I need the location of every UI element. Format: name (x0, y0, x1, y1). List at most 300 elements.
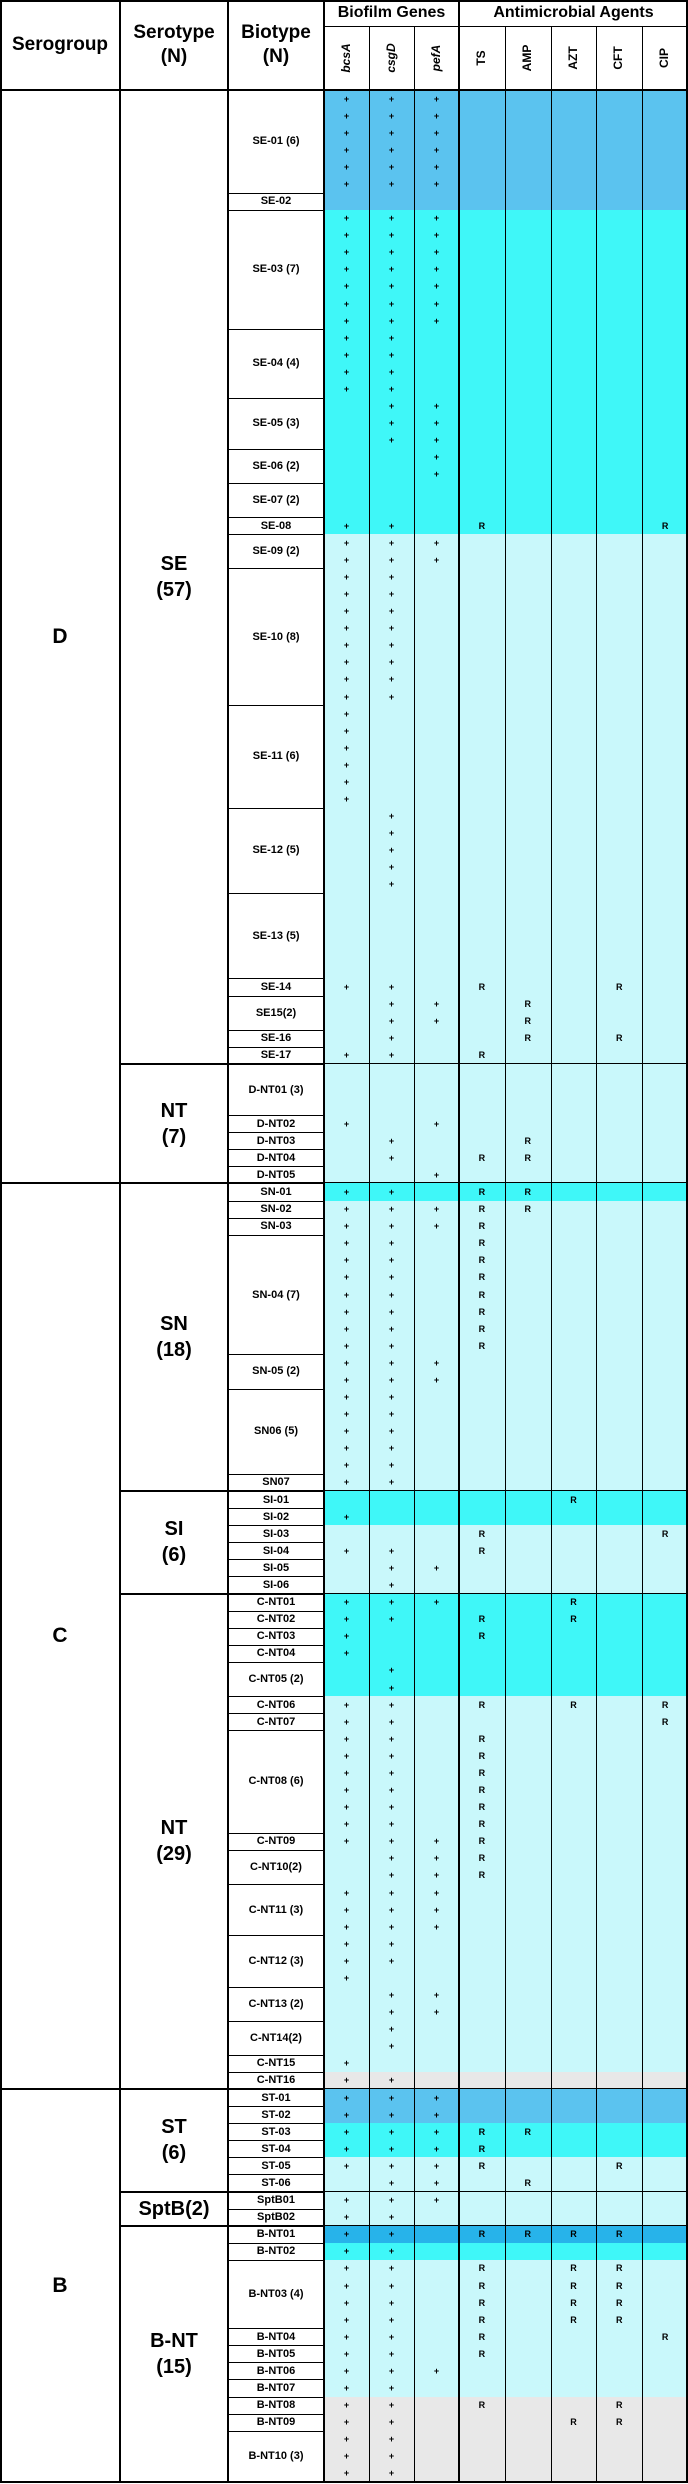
gene-present-mark: + (388, 1614, 395, 1625)
gene-present-mark: + (388, 2075, 395, 2086)
gene-present-mark: + (388, 2229, 395, 2240)
biotype-label: SI-06 (262, 1578, 290, 1591)
biotype-label: SI-03 (262, 1527, 290, 1540)
gene-present-mark: + (388, 2280, 395, 2291)
gene-present-mark: + (388, 1409, 395, 1420)
biotype-label: D-NT01 (3) (248, 1083, 304, 1096)
agent-header-0: TS (473, 50, 488, 66)
serotype-label: SE (57) (156, 552, 192, 601)
col-line (505, 26, 506, 2482)
biotype-label: B-NT01 (256, 2228, 296, 2241)
gene-present-mark: + (343, 1306, 350, 1317)
gene-present-mark: + (388, 1545, 395, 1556)
biotype-row-fill (324, 449, 688, 466)
gene-present-mark: + (343, 2212, 350, 2223)
gene-present-mark: + (343, 1050, 350, 1061)
gene-present-mark: + (433, 230, 440, 241)
biotype-label: ST-02 (261, 2108, 291, 2121)
gene-present-mark: + (343, 1972, 350, 1983)
gene-present-mark: + (343, 1511, 350, 1522)
gene-present-mark: + (433, 1562, 440, 1573)
gene-present-mark: + (343, 2075, 350, 2086)
gene-present-mark: + (343, 1238, 350, 1249)
gene-present-mark: + (343, 1392, 350, 1403)
gene-present-mark: + (433, 1990, 440, 2001)
gene-present-mark: + (433, 110, 440, 121)
biotype-label: SI-02 (262, 1510, 290, 1523)
gene-present-mark: + (343, 1597, 350, 1608)
gene-present-mark: + (388, 1836, 395, 1847)
resistance-mark: R (616, 2160, 623, 2171)
gene-present-mark: + (388, 1443, 395, 1454)
biotype-label: ST-06 (261, 2176, 291, 2189)
resistance-mark: R (570, 1699, 577, 1710)
gene-present-mark: + (433, 418, 440, 429)
serotype-label: NT (7) (160, 1099, 188, 1148)
gene-present-mark: + (388, 127, 395, 138)
resistance-mark: R (478, 1238, 486, 1249)
gene-present-mark: + (388, 264, 395, 275)
gene-present-mark: + (343, 383, 350, 394)
biotype-label: ST-04 (261, 2142, 291, 2155)
biotype-label: B-NT02 (256, 2245, 296, 2258)
biotype-label: ST-03 (261, 2125, 291, 2138)
biotype-label: SE15(2) (255, 1006, 297, 1019)
resistance-mark: R (478, 1819, 486, 1830)
gene-present-mark: + (433, 2160, 440, 2171)
biotype-row-fill (324, 1508, 688, 1525)
biotype-row-fill (324, 1645, 688, 1662)
biotype-label: B-NT07 (256, 2382, 296, 2395)
gene-present-mark: + (433, 2126, 440, 2137)
biotype-label: SptB02 (257, 2211, 295, 2224)
gene-present-mark: + (388, 1306, 395, 1317)
header-bottom-line (0, 89, 688, 91)
biotype-label: SE-13 (5) (252, 929, 300, 942)
resistance-mark: R (478, 1699, 486, 1710)
gene-present-mark: + (343, 1204, 350, 1215)
biotype-label: ST-01 (261, 2091, 291, 2104)
resistance-mark: R (478, 2263, 486, 2274)
biotype-row-fill (324, 500, 688, 517)
gene-present-mark: + (343, 759, 350, 770)
gene-present-mark: + (388, 520, 395, 531)
subheader-line (324, 26, 688, 27)
gene-present-mark: + (388, 1221, 395, 1232)
gene-present-mark: + (343, 981, 350, 992)
biotype-col-border (323, 0, 325, 2482)
gene-present-mark: + (388, 93, 395, 104)
gene-present-mark: + (433, 2143, 440, 2154)
gene-present-mark: + (343, 2143, 350, 2154)
resistance-mark: R (661, 2331, 669, 2342)
gene-present-mark: + (343, 2434, 350, 2445)
resistance-mark: R (478, 981, 486, 992)
gene-present-mark: + (388, 1870, 395, 1881)
gene-present-mark: + (343, 1460, 350, 1471)
biotype-label: SE-16 (260, 1032, 292, 1045)
gene-present-mark: + (388, 1255, 395, 1266)
biotype-label: SN-02 (260, 1203, 292, 1216)
gene-present-mark: + (433, 1887, 440, 1898)
agent-header-3: CFT (611, 46, 626, 70)
gene-present-mark: + (388, 1665, 395, 1676)
biotype-row-fill (324, 1969, 688, 1986)
gene-present-mark: + (433, 435, 440, 446)
gene-present-mark: + (388, 1460, 395, 1471)
gene-present-mark: + (343, 93, 350, 104)
gene-present-mark: + (343, 315, 350, 326)
gene-present-mark: + (343, 230, 350, 241)
gene-present-mark: + (388, 2195, 395, 2206)
gene-present-mark: + (388, 1340, 395, 1351)
serotype-label: SptB(2) (138, 2197, 210, 2220)
gene-present-mark: + (388, 2126, 395, 2137)
gene-present-mark: + (433, 1204, 440, 1215)
gene-present-mark: + (388, 999, 395, 1010)
resistance-mark: R (616, 2297, 623, 2308)
gene-present-mark: + (343, 708, 350, 719)
biotype-label: SE-14 (260, 980, 292, 993)
biotype-header: Biotype (N) (241, 22, 311, 67)
biotype-label: B-NT04 (256, 2330, 296, 2343)
gene-present-mark: + (343, 1614, 350, 1625)
resistance-mark: R (478, 1545, 486, 1556)
biotype-label: SE-09 (2) (252, 545, 300, 558)
serotype-label: ST (6) (161, 2116, 187, 2165)
resistance-mark: R (478, 2229, 486, 2240)
gene-present-mark: + (343, 537, 350, 548)
biotype-row-fill (324, 893, 688, 910)
gene-present-mark: + (343, 674, 350, 685)
resistance-mark: R (478, 1289, 486, 1300)
biotype-row-fill (324, 1081, 688, 1098)
gene-present-mark: + (343, 725, 350, 736)
gene-present-mark: + (433, 93, 440, 104)
gene-present-mark: + (388, 383, 395, 394)
resistance-mark: R (478, 1050, 486, 1061)
biotype-label: C-NT04 (256, 1647, 296, 1660)
col-line (369, 26, 370, 2482)
resistance-mark: R (524, 999, 531, 1010)
gene-present-mark: + (388, 2400, 395, 2411)
gene-present-mark: + (343, 2092, 350, 2103)
resistance-mark: R (524, 1187, 531, 1198)
agent-header-2: AZT (565, 46, 580, 70)
gene-present-mark: + (343, 213, 350, 224)
gene-present-mark: + (388, 2109, 395, 2120)
serotype-col-border (227, 0, 229, 2482)
biotype-label: SE-04 (4) (252, 357, 300, 370)
gene-present-mark: + (433, 2092, 440, 2103)
biotype-label: C-NT08 (6) (248, 1775, 304, 1788)
biotype-label: D-NT04 (256, 1151, 296, 1164)
biotype-row-fill (324, 1628, 688, 1645)
resistance-mark: R (524, 2177, 531, 2188)
resistance-mark: R (570, 2314, 577, 2325)
gene-present-mark: + (343, 298, 350, 309)
gene-present-mark: + (343, 1750, 350, 1761)
resistance-mark: R (478, 2160, 486, 2171)
biotype-row-fill (324, 910, 688, 927)
gene-present-mark: + (388, 1152, 395, 1163)
biotype-row-fill (324, 193, 688, 210)
gene-present-mark: + (343, 2400, 350, 2411)
gene-present-mark: + (388, 1938, 395, 1949)
biotype-label: SE-06 (2) (252, 459, 300, 472)
biotype-row-fill (324, 773, 688, 790)
biotype-label: C-NT02 (256, 1613, 296, 1626)
gene-present-mark: + (388, 1887, 395, 1898)
resistance-mark: R (570, 2263, 577, 2274)
gene-present-mark: + (343, 2383, 350, 2394)
gene-present-mark: + (388, 366, 395, 377)
gene-present-mark: + (388, 1374, 395, 1385)
gene-present-mark: + (388, 1477, 395, 1488)
gene-present-mark: + (388, 2007, 395, 2018)
resistance-mark: R (616, 981, 623, 992)
gene-present-mark: + (343, 1289, 350, 1300)
biotype-row-fill (324, 961, 688, 978)
gene-present-mark: + (388, 1750, 395, 1761)
gene-present-mark: + (343, 2126, 350, 2137)
gene-present-mark: + (388, 811, 395, 822)
resistance-mark: R (616, 2263, 623, 2274)
gene-present-mark: + (388, 1682, 395, 1693)
gene-present-mark: + (388, 1050, 395, 1061)
gene-present-mark: + (433, 281, 440, 292)
resistance-mark: R (478, 2331, 486, 2342)
gene-present-mark: + (388, 2024, 395, 2035)
gene-present-mark: + (388, 2263, 395, 2274)
resistance-mark: R (570, 2229, 577, 2240)
gene-present-mark: + (433, 1597, 440, 1608)
gene-present-mark: + (388, 2468, 395, 2479)
gene-present-mark: + (343, 2058, 350, 2069)
gene-present-mark: + (388, 845, 395, 856)
gene-present-mark: + (433, 1921, 440, 1932)
gene-present-mark: + (433, 1870, 440, 1881)
gene-present-mark: + (388, 418, 395, 429)
gene-present-mark: + (343, 332, 350, 343)
gene-present-mark: + (388, 1272, 395, 1283)
resistance-mark: R (616, 2280, 623, 2291)
gene-present-mark: + (388, 435, 395, 446)
resistance-mark: R (478, 2143, 486, 2154)
col-line (414, 26, 415, 2482)
resistance-mark: R (478, 1853, 486, 1864)
biotype-label: SN-01 (260, 1186, 292, 1199)
gene-present-mark: + (343, 1443, 350, 1454)
biotype-label: SN07 (262, 1476, 290, 1489)
gene-present-mark: + (343, 1187, 350, 1198)
gene-present-mark: + (433, 178, 440, 189)
resistance-mark: R (478, 1614, 486, 1625)
biotype-label: C-NT05 (2) (248, 1672, 304, 1685)
biotype-label: C-NT16 (256, 2074, 296, 2087)
gene-present-mark: + (343, 2451, 350, 2462)
resistance-mark: R (524, 1152, 531, 1163)
gene-present-mark: + (388, 2417, 395, 2428)
gene-present-mark: + (388, 1238, 395, 1249)
biotype-label: C-NT07 (256, 1715, 296, 1728)
gene-present-mark: + (343, 161, 350, 172)
gene-present-mark: + (388, 178, 395, 189)
gene-present-mark: + (388, 571, 395, 582)
gene-present-mark: + (343, 1323, 350, 1334)
serotype-label: SI (6) (161, 1518, 187, 1567)
gene-present-mark: + (433, 537, 440, 548)
biotype-label: SN06 (5) (253, 1425, 299, 1438)
gene-present-mark: + (388, 828, 395, 839)
gene-present-mark: + (433, 1118, 440, 1129)
gene-present-mark: + (343, 2331, 350, 2342)
gene-present-mark: + (343, 110, 350, 121)
gene-present-mark: + (343, 264, 350, 275)
gene-present-mark: + (388, 1392, 395, 1403)
gene-present-mark: + (343, 178, 350, 189)
gene-present-mark: + (343, 2280, 350, 2291)
gene-present-mark: + (343, 2348, 350, 2359)
biotype-label: D-NT02 (256, 1117, 296, 1130)
biotype-row-fill (324, 791, 688, 808)
gene-header-2: pefA (428, 44, 443, 72)
gene-present-mark: + (433, 2177, 440, 2188)
gene-present-mark: + (388, 606, 395, 617)
serogroup-col-border (119, 0, 121, 2482)
gene-present-mark: + (343, 1699, 350, 1710)
resistance-mark: R (570, 2297, 577, 2308)
gene-present-mark: + (433, 1357, 440, 1368)
resistance-mark: R (478, 1785, 486, 1796)
resistance-mark: R (616, 2417, 623, 2428)
gene-present-mark: + (388, 247, 395, 258)
resistance-mark: R (616, 2400, 623, 2411)
biotype-row-fill (324, 2055, 688, 2072)
gene-present-mark: + (388, 281, 395, 292)
gene-present-mark: + (388, 1323, 395, 1334)
gene-present-mark: + (388, 2297, 395, 2308)
gene-present-mark: + (343, 144, 350, 155)
biotype-row-fill (324, 1491, 688, 1508)
gene-present-mark: + (388, 1135, 395, 1146)
gene-present-mark: + (388, 2365, 395, 2376)
gene-present-mark: + (388, 1733, 395, 1744)
biotype-label: B-NT10 (3) (248, 2450, 304, 2463)
resistance-mark: R (478, 520, 486, 531)
gene-present-mark: + (343, 1767, 350, 1778)
gene-present-mark: + (343, 640, 350, 651)
antimicrobial-agents-header: Antimicrobial Agents (493, 4, 654, 21)
gene-present-mark: + (343, 520, 350, 531)
biotype-label: B-NT06 (256, 2364, 296, 2377)
gene-present-mark: + (388, 230, 395, 241)
gene-present-mark: + (388, 1033, 395, 1044)
gene-present-mark: + (388, 213, 395, 224)
gene-present-mark: + (343, 247, 350, 258)
gene-present-mark: + (343, 2468, 350, 2479)
gene-present-mark: + (388, 2143, 395, 2154)
gene-present-mark: + (343, 623, 350, 634)
gene-present-mark: + (343, 776, 350, 787)
gene-present-mark: + (388, 657, 395, 668)
biotype-label: SE-05 (3) (252, 417, 300, 430)
serogroup-divider (0, 2481, 688, 2483)
gene-present-mark: + (343, 1733, 350, 1744)
gene-present-mark: + (388, 1716, 395, 1727)
gene-present-mark: + (343, 2297, 350, 2308)
gene-present-mark: + (343, 2314, 350, 2325)
gene-present-mark: + (388, 2092, 395, 2103)
gene-present-mark: + (343, 691, 350, 702)
biotype-label: SE-11 (6) (252, 750, 300, 763)
gene-present-mark: + (343, 1340, 350, 1351)
biotype-label: SptB01 (257, 2194, 295, 2207)
resistance-mark: R (524, 1033, 531, 1044)
resistance-mark: R (616, 2314, 623, 2325)
gene-present-mark: + (343, 1921, 350, 1932)
resistance-mark: R (478, 1221, 486, 1232)
gene-present-mark: + (388, 349, 395, 360)
gene-present-mark: + (433, 2195, 440, 2206)
biotype-row-fill (324, 483, 688, 500)
gene-present-mark: + (388, 640, 395, 651)
gene-present-mark: + (388, 2246, 395, 2257)
biotype-label: SE-02 (260, 195, 292, 208)
biotype-row-fill (324, 466, 688, 483)
biotype-label: ST-05 (261, 2159, 291, 2172)
resistance-mark: R (478, 1323, 486, 1334)
serotype-label: NT (29) (156, 1817, 192, 1866)
biotype-row-fill (324, 927, 688, 944)
gene-present-mark: + (433, 554, 440, 565)
resistance-mark: R (478, 1306, 486, 1317)
gene-present-mark: + (433, 1836, 440, 1847)
gene-present-mark: + (388, 862, 395, 873)
gene-present-mark: + (343, 1545, 350, 1556)
col-line (642, 26, 643, 2482)
biotype-label: D-NT05 (256, 1168, 296, 1181)
resistance-mark: R (478, 1272, 486, 1283)
gene-present-mark: + (343, 1887, 350, 1898)
gene-present-mark: + (388, 110, 395, 121)
agent-header-4: CIP (657, 48, 672, 69)
biotype-row-fill (324, 705, 688, 722)
resistance-mark: R (478, 1870, 486, 1881)
biotype-row-fill (324, 1064, 688, 1081)
gene-present-mark: + (343, 657, 350, 668)
serogroup-label: C (52, 1624, 68, 1648)
gene-present-mark: + (433, 315, 440, 326)
gene-present-mark: + (343, 1409, 350, 1420)
biotype-label: B-NT05 (256, 2347, 296, 2360)
resistance-mark: R (478, 2297, 486, 2308)
gene-present-mark: + (433, 213, 440, 224)
gene-present-mark: + (388, 2383, 395, 2394)
biotype-label: SN-04 (7) (252, 1288, 300, 1301)
gene-present-mark: + (388, 1579, 395, 1590)
resistance-mark: R (478, 1836, 486, 1847)
biotype-label: B-NT09 (256, 2416, 296, 2429)
biotype-label: C-NT13 (2) (248, 1997, 304, 2010)
gene-present-mark: + (433, 469, 440, 480)
gene-present-mark: + (343, 2246, 350, 2257)
gene-present-mark: + (343, 606, 350, 617)
biotype-row-fill (324, 722, 688, 739)
resistance-mark: R (478, 1187, 486, 1198)
gene-present-mark: + (433, 2109, 440, 2120)
biotype-label: D-NT03 (256, 1134, 296, 1147)
